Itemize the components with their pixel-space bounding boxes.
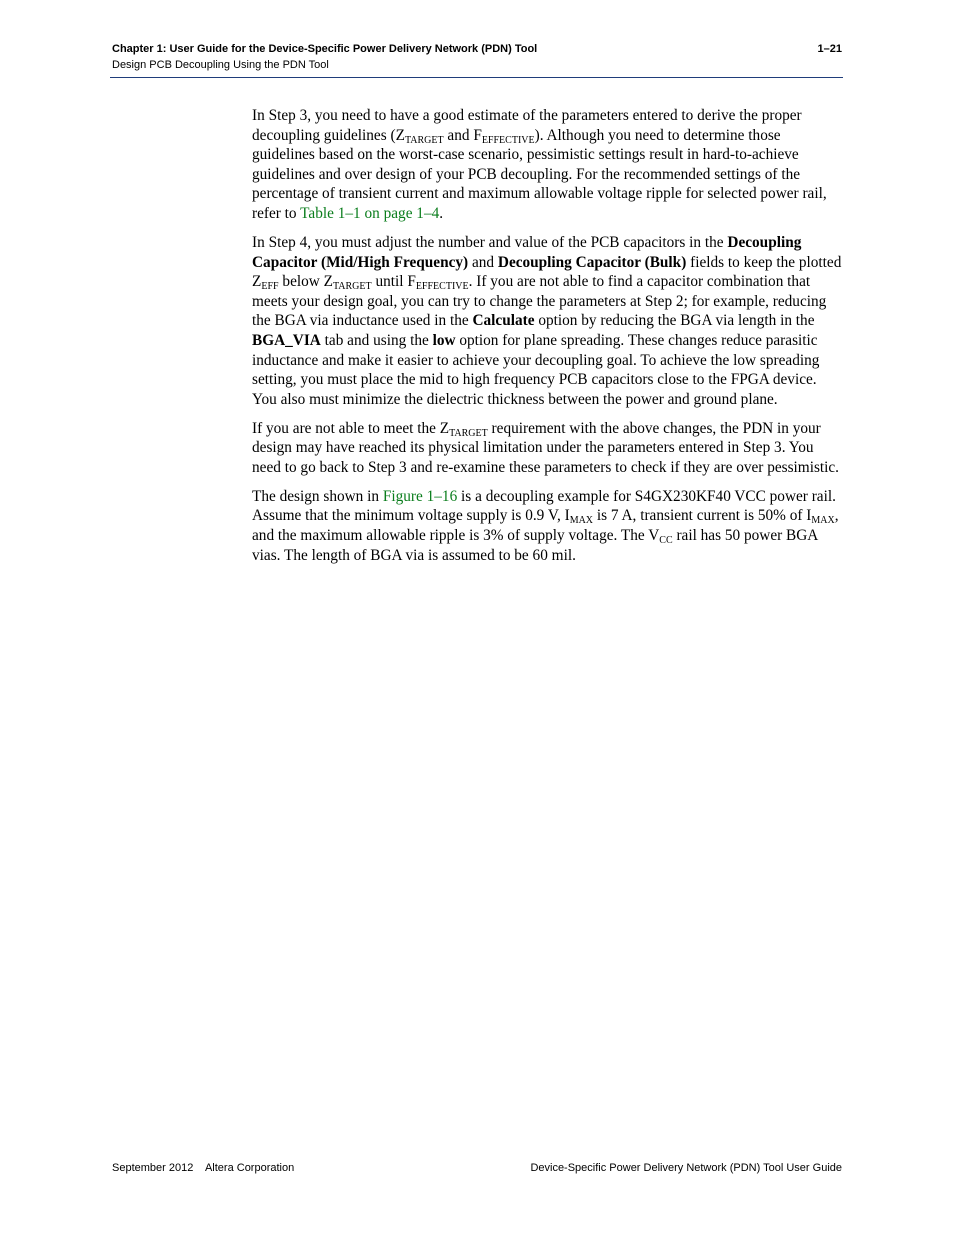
subscript: TARGET bbox=[449, 427, 488, 439]
subscript: TARGET bbox=[332, 281, 372, 293]
running-header-chapter: Chapter 1: User Guide for the Device-Specific Power Delivery Network (PDN) Tool bbox=[112, 43, 538, 55]
text-run: In Step 4, you must adjust the number and value of the PCB capacitors in the bbox=[252, 233, 728, 251]
text-run: In Step 3, you need to have a good estimate of the parameters entered to derive the proper decoupling guidelines (Z bbox=[252, 107, 802, 144]
subscript: EFF bbox=[261, 281, 279, 293]
text-run: requirement with the above changes, the PDN in your design may have reached its physical limitation under the parameters entered in Step 3. You need to go back to Step 3 and re-examine these parameters to check if they are over pessimistic. bbox=[252, 419, 840, 476]
text-run: below Z bbox=[278, 273, 333, 291]
subscript: CC bbox=[659, 535, 673, 547]
paragraph-step4 bbox=[252, 233, 844, 409]
text-run: tab and using the bbox=[320, 331, 433, 349]
bold-term: Decoupling Capacitor (Mid/High Frequency) bbox=[252, 233, 802, 271]
paragraph-ztarget bbox=[252, 419, 844, 478]
text-run: and bbox=[468, 253, 498, 271]
body-text bbox=[252, 106, 844, 575]
bold-term: BGA_VIA bbox=[252, 331, 321, 349]
bold-term: Calculate bbox=[472, 312, 535, 330]
subscript: MAX bbox=[811, 515, 835, 527]
subscript: EFFECTIVE bbox=[481, 134, 535, 146]
text-run: ). Although you need to determine those guidelines based on the worst-case scenario, pessimistic settings result in hard-to-achieve guidelines and over design of your PCB decoupling. For the recommended settings of the percentage of transient current and maximum allowable voltage ripple for selected power rail, refer to bbox=[252, 126, 827, 222]
text-run: , and the maximum allowable ripple is 3% of supply voltage. The V bbox=[252, 507, 839, 545]
running-header-section: Design PCB Decoupling Using the PDN Tool bbox=[112, 59, 329, 71]
text-run: . If you are not able to find a capacitor combination that meets your design goal, you can try to change the parameters at Step 2; for example, reducing the BGA via inductance used in the bbox=[252, 273, 827, 330]
text-run: until F bbox=[371, 273, 416, 291]
text-run: is 7 A, transient current is 50% of I bbox=[593, 507, 812, 525]
text-run: If you are not able to meet the Z bbox=[252, 419, 450, 437]
text-run: rail has 50 power BGA vias. The length of BGA via is assumed to be 60 mil. bbox=[252, 527, 818, 564]
subscript: EFFECTIVE bbox=[415, 281, 469, 293]
text-run: option by reducing the BGA via length in the bbox=[534, 312, 815, 330]
text-run: . bbox=[439, 204, 444, 222]
table-1-1-link[interactable]: Table 1–1 on page 1–4 bbox=[300, 204, 440, 222]
text-run: is a decoupling example for S4GX230KF40 VCC power rail. Assume that the minimum voltage supply is 0.9 V, I bbox=[252, 487, 836, 525]
subscript: MAX bbox=[569, 515, 594, 527]
paragraph-step3 bbox=[252, 106, 844, 224]
text-run: fields to keep the plotted Z bbox=[252, 253, 842, 291]
footer-date-company: September 2012 Altera Corporation bbox=[112, 1162, 295, 1174]
page-number: 1–21 bbox=[817, 43, 842, 55]
bold-term: Decoupling Capacitor (Bulk) bbox=[497, 253, 687, 271]
text-run: and F bbox=[443, 126, 482, 144]
header-rule bbox=[110, 77, 843, 78]
footer-guide-title: Device-Specific Power Delivery Network (PDN) Tool User Guide bbox=[530, 1162, 842, 1174]
figure-1-16-link[interactable]: Figure 1–16 bbox=[382, 487, 458, 505]
text-run: The design shown in bbox=[252, 487, 383, 505]
paragraph-example bbox=[252, 487, 844, 565]
bold-term: low bbox=[432, 331, 456, 349]
subscript: TARGET bbox=[404, 134, 444, 146]
text-run: option for plane spreading. These changes reduce parasitic inductance and make it easier to achieve your decoupling goal. To achieve the low spreading setting, you must place the mid to high frequency PCB capacitors close to the FPGA device. You also must minimize the dielectric thickness between the power and ground plane. bbox=[252, 331, 820, 408]
